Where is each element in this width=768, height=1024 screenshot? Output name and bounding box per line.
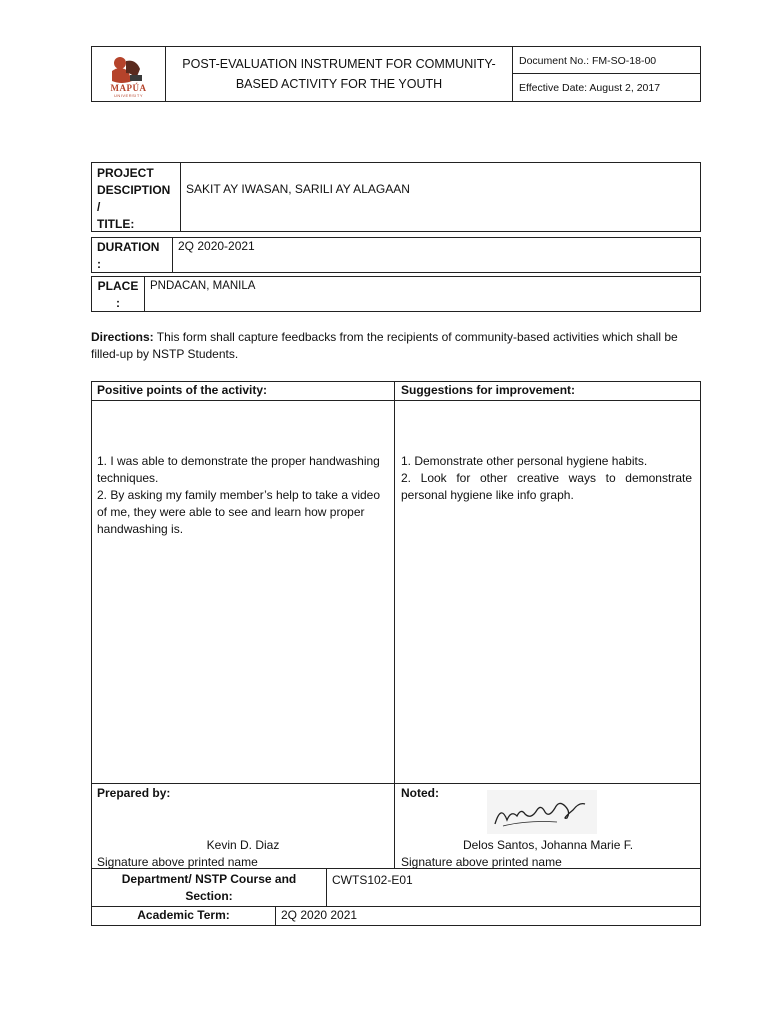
duration-label-line-1: DURATION bbox=[97, 240, 160, 254]
suggestions-cell bbox=[394, 400, 700, 783]
form-title-line-2: BASED ACTIVITY FOR THE YOUTH bbox=[235, 77, 443, 91]
noted-by-caption: Signature above printed name bbox=[401, 855, 562, 869]
department-row bbox=[91, 869, 701, 907]
logo-text: MAPÚA bbox=[110, 83, 147, 93]
document-number: Document No.: FM-SO-18-00 bbox=[513, 47, 701, 74]
positive-header: Positive points of the activity: bbox=[97, 383, 268, 397]
project-title-value-cell bbox=[180, 163, 700, 231]
suggestion-2: 2. Look for other creative ways to demonstrate personal hygiene like info graph. bbox=[401, 471, 692, 502]
project-label-line-4: TITLE: bbox=[97, 217, 135, 231]
project-label-line-3: / bbox=[97, 200, 101, 214]
prepared-by-name: Kevin D. Diaz bbox=[206, 838, 280, 852]
duration-row bbox=[91, 237, 701, 273]
form-title-line-1: POST-EVALUATION INSTRUMENT FOR COMMUNITY- bbox=[182, 57, 496, 71]
noted-by-name: Delos Santos, Johanna Marie F. bbox=[462, 838, 634, 852]
logo-cell bbox=[92, 47, 165, 101]
prepared-by-label: Prepared by: bbox=[97, 786, 171, 800]
place-value: PNDACAN, MANILA bbox=[150, 280, 256, 292]
duration-label-line-2: : bbox=[97, 257, 101, 271]
feedback-table bbox=[91, 381, 701, 869]
place-value-cell bbox=[144, 277, 700, 311]
noted-by-cell bbox=[394, 783, 700, 868]
project-title-row bbox=[91, 162, 701, 232]
academic-term-label: Academic Term: bbox=[137, 908, 230, 922]
positive-point-2: 2. By asking my family member’s help to take a video of me, they were able to see and learn how proper handwashing is. bbox=[97, 488, 381, 536]
project-label-line-1: PROJECT bbox=[97, 166, 154, 180]
project-title-value: SAKIT AY IWASAN, SARILI AY ALAGAAN bbox=[186, 182, 410, 196]
directions-label: Directions: bbox=[91, 330, 154, 344]
academic-term-row bbox=[91, 907, 701, 926]
suggestion-1: 1. Demonstrate other personal hygiene habits. bbox=[401, 454, 648, 468]
department-value: CWTS102-E01 bbox=[332, 873, 413, 887]
directions bbox=[91, 329, 701, 363]
duration-value-cell bbox=[172, 238, 700, 272]
duration-label bbox=[92, 238, 172, 272]
document-header bbox=[91, 46, 701, 102]
prepared-by-caption: Signature above printed name bbox=[97, 855, 258, 869]
place-row bbox=[91, 276, 701, 312]
academic-term-value: 2Q 2020 2021 bbox=[281, 908, 358, 922]
department-value-cell bbox=[326, 869, 700, 906]
handwritten-signature bbox=[487, 790, 597, 834]
effective-date: Effective Date: August 2, 2017 bbox=[519, 82, 661, 94]
department-label bbox=[92, 871, 326, 905]
positive-point-1: 1. I was able to demonstrate the proper handwashing techniques. bbox=[97, 454, 380, 485]
project-label-line-2: DESCIPTION bbox=[97, 183, 171, 197]
form-title bbox=[165, 47, 512, 101]
place-label bbox=[92, 277, 144, 311]
department-label-line-2: Section: bbox=[185, 889, 233, 903]
logo-subtext: UNIVERSITY bbox=[113, 93, 143, 98]
document-info bbox=[512, 47, 700, 101]
suggestions-header: Suggestions for improvement: bbox=[394, 382, 700, 400]
positive-points-cell bbox=[92, 400, 394, 783]
place-label-line-2: : bbox=[116, 296, 120, 310]
department-label-line-1: Department/ NSTP Course and bbox=[121, 872, 297, 886]
duration-value: 2Q 2020-2021 bbox=[178, 239, 255, 253]
noted-by-label: Noted: bbox=[401, 786, 439, 800]
prepared-by-cell bbox=[92, 783, 394, 868]
academic-term-value-cell bbox=[275, 907, 700, 925]
project-title-label bbox=[92, 163, 180, 231]
place-label-line-1: PLACE bbox=[97, 279, 139, 293]
directions-text: This form shall capture feedbacks from the recipients of community-based activities which shall be filled-up by NSTP Students. bbox=[91, 330, 678, 361]
